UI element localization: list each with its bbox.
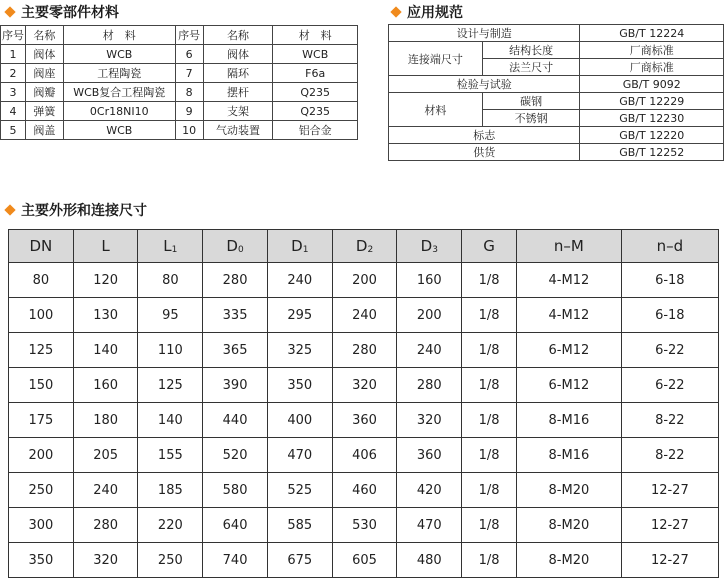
dims-section-title: 主要外形和连接尺寸 <box>21 203 147 219</box>
dims-cell: 6-M12 <box>517 368 622 403</box>
dims-header-main: DN <box>29 237 53 255</box>
parts-cell: 5 <box>1 121 26 140</box>
parts-cell: 隔环 <box>203 64 273 83</box>
parts-header-cell: 名称 <box>25 26 63 45</box>
dims-header-cell <box>9 230 74 263</box>
dims-cell: 360 <box>332 403 397 438</box>
dims-cell: 6-22 <box>621 368 718 403</box>
dims-cell: 1/8 <box>462 473 517 508</box>
dims-cell: 325 <box>267 333 332 368</box>
dims-cell: 1/8 <box>462 263 517 298</box>
parts-cell: 0Cr18NI10 <box>63 102 175 121</box>
dims-cell: 1/8 <box>462 333 517 368</box>
dims-header-main: D <box>291 237 303 255</box>
parts-row <box>1 102 358 121</box>
dims-cell: 530 <box>332 508 397 543</box>
parts-cell: 8 <box>175 83 203 102</box>
dims-cell: 280 <box>397 368 462 403</box>
dims-cell: 1/8 <box>462 438 517 473</box>
dims-cell: 180 <box>73 403 138 438</box>
application-spec-table <box>388 24 724 161</box>
dims-cell: 1/8 <box>462 403 517 438</box>
parts-cell: 摆杆 <box>203 83 273 102</box>
dims-header-cell <box>462 230 517 263</box>
parts-header-cell: 材 料 <box>63 26 175 45</box>
parts-cell: 2 <box>1 64 26 83</box>
dims-header-subscript: 1 <box>302 245 309 255</box>
dims-header-cell <box>267 230 332 263</box>
spec-row-test <box>389 76 724 93</box>
dims-header-subscript: 3 <box>432 245 438 255</box>
dims-header-main: D <box>226 237 238 255</box>
dims-cell: 320 <box>332 368 397 403</box>
spec-row-mark <box>389 127 724 144</box>
parts-section-title: 主要零部件材料 <box>21 5 119 21</box>
dims-cell: 460 <box>332 473 397 508</box>
parts-cell: WCB <box>63 45 175 64</box>
parts-cell: 9 <box>175 102 203 121</box>
diamond-bullet-icon <box>390 6 401 17</box>
spec-sublabel: 不锈钢 <box>482 110 580 127</box>
dims-cell: 220 <box>138 508 203 543</box>
dims-cell: 350 <box>9 543 74 578</box>
spec-row-supply <box>389 144 724 161</box>
dims-cell: 6-18 <box>621 298 718 333</box>
dims-header-main: D <box>355 237 368 255</box>
dims-cell: 130 <box>73 298 138 333</box>
dims-cell: 12-27 <box>621 508 718 543</box>
dims-row <box>9 263 719 298</box>
parts-header-cell: 序号 <box>1 26 26 45</box>
dims-cell: 420 <box>397 473 462 508</box>
diamond-bullet-icon <box>4 204 15 215</box>
dims-header-cell <box>397 230 462 263</box>
dims-header-cell <box>621 230 718 263</box>
dims-cell: 95 <box>138 298 203 333</box>
dims-cell: 280 <box>73 508 138 543</box>
dims-cell: 175 <box>9 403 74 438</box>
parts-cell: 1 <box>1 45 26 64</box>
parts-cell: 铝合金 <box>273 121 358 140</box>
dims-cell: 125 <box>9 333 74 368</box>
parts-cell: 支架 <box>203 102 273 121</box>
parts-cell: 阀瓣 <box>25 83 63 102</box>
dims-cell: 320 <box>397 403 462 438</box>
dims-row <box>9 368 719 403</box>
spec-value: 厂商标准 <box>580 42 724 59</box>
parts-cell: WCB复合工程陶瓷 <box>63 83 175 102</box>
dims-cell: 80 <box>9 263 74 298</box>
dimensions-table <box>8 229 719 578</box>
dims-row <box>9 438 719 473</box>
dims-cell: 280 <box>203 263 268 298</box>
dims-row <box>9 403 719 438</box>
dims-cell: 640 <box>203 508 268 543</box>
parts-cell: 阀座 <box>25 64 63 83</box>
dims-cell: 200 <box>9 438 74 473</box>
spec-value: GB/T 12229 <box>580 93 724 110</box>
spec-sublabel: 结构长度 <box>482 42 580 59</box>
spec-value: GB/T 12230 <box>580 110 724 127</box>
dims-row <box>9 298 719 333</box>
parts-cell: 4 <box>1 102 26 121</box>
dims-cell: 1/8 <box>462 368 517 403</box>
dims-cell: 6-18 <box>621 263 718 298</box>
dims-cell: 155 <box>138 438 203 473</box>
parts-cell: 气动装置 <box>203 121 273 140</box>
parts-row <box>1 45 358 64</box>
parts-materials-table <box>0 25 358 140</box>
diamond-bullet-icon <box>4 6 15 17</box>
parts-section-heading <box>4 2 119 22</box>
dims-row <box>9 543 719 578</box>
dims-section-heading <box>4 200 147 220</box>
dims-cell: 400 <box>267 403 332 438</box>
parts-row <box>1 121 358 140</box>
dims-cell: 240 <box>397 333 462 368</box>
dims-cell: 675 <box>267 543 332 578</box>
parts-cell: 3 <box>1 83 26 102</box>
spec-value: GB/T 12224 <box>580 25 724 42</box>
parts-cell: WCB <box>273 45 358 64</box>
dims-cell: 240 <box>332 298 397 333</box>
spec-label: 标志 <box>389 127 580 144</box>
dims-cell: 160 <box>73 368 138 403</box>
dims-header-cell <box>138 230 203 263</box>
dims-cell: 365 <box>203 333 268 368</box>
spec-label: 设计与制造 <box>389 25 580 42</box>
dims-cell: 100 <box>9 298 74 333</box>
dims-header-cell <box>203 230 268 263</box>
spec-label: 连接端尺寸 <box>389 42 483 76</box>
spec-row-conn-a <box>389 42 724 59</box>
dims-cell: 8-M20 <box>517 508 622 543</box>
spec-section-heading <box>390 2 463 22</box>
dims-cell: 160 <box>397 263 462 298</box>
dims-cell: 520 <box>203 438 268 473</box>
parts-cell: 10 <box>175 121 203 140</box>
dims-cell: 1/8 <box>462 543 517 578</box>
dims-header-main: L <box>101 237 110 255</box>
dims-cell: 140 <box>73 333 138 368</box>
dims-cell: 390 <box>203 368 268 403</box>
dims-header-cell <box>73 230 138 263</box>
dims-cell: 406 <box>332 438 397 473</box>
dims-row <box>9 333 719 368</box>
dims-header-main: n–d <box>656 237 684 255</box>
dims-cell: 440 <box>203 403 268 438</box>
parts-row <box>1 64 358 83</box>
dims-cell: 480 <box>397 543 462 578</box>
dims-header-subscript: 1 <box>171 245 178 255</box>
dims-cell: 140 <box>138 403 203 438</box>
dims-row <box>9 508 719 543</box>
parts-cell: 6 <box>175 45 203 64</box>
dims-cell: 150 <box>9 368 74 403</box>
dims-cell: 6-22 <box>621 333 718 368</box>
dims-cell: 740 <box>203 543 268 578</box>
dims-cell: 295 <box>267 298 332 333</box>
spec-label: 材料 <box>389 93 483 127</box>
dims-cell: 470 <box>267 438 332 473</box>
spec-label: 检验与试验 <box>389 76 580 93</box>
spec-value: 厂商标准 <box>580 59 724 76</box>
dims-cell: 110 <box>138 333 203 368</box>
dims-cell: 200 <box>332 263 397 298</box>
parts-cell: 阀体 <box>25 45 63 64</box>
spec-label: 供货 <box>389 144 580 161</box>
dims-cell: 12-27 <box>621 543 718 578</box>
parts-cell: Q235 <box>273 102 358 121</box>
dims-header-main: L <box>163 237 172 255</box>
dims-cell: 6-M12 <box>517 333 622 368</box>
parts-cell: 阀体 <box>203 45 273 64</box>
dims-cell: 240 <box>267 263 332 298</box>
dims-cell: 125 <box>138 368 203 403</box>
dims-cell: 200 <box>397 298 462 333</box>
parts-cell: Q235 <box>273 83 358 102</box>
parts-header-row <box>1 26 358 45</box>
dims-header-main: n–M <box>553 237 584 255</box>
dims-header-cell <box>332 230 397 263</box>
dims-cell: 12-27 <box>621 473 718 508</box>
dims-cell: 185 <box>138 473 203 508</box>
parts-cell: 7 <box>175 64 203 83</box>
parts-row <box>1 83 358 102</box>
parts-cell: WCB <box>63 121 175 140</box>
dims-header-row <box>9 230 719 263</box>
dims-cell: 8-M20 <box>517 473 622 508</box>
dims-cell: 335 <box>203 298 268 333</box>
dims-cell: 1/8 <box>462 508 517 543</box>
parts-cell: F6a <box>273 64 358 83</box>
dims-cell: 80 <box>138 263 203 298</box>
dims-header-main: D <box>420 237 433 255</box>
dims-row <box>9 473 719 508</box>
parts-cell: 阀盖 <box>25 121 63 140</box>
dims-cell: 8-22 <box>621 438 718 473</box>
dims-cell: 120 <box>73 263 138 298</box>
parts-cell: 弹簧 <box>25 102 63 121</box>
dims-cell: 580 <box>203 473 268 508</box>
dims-cell: 8-M16 <box>517 438 622 473</box>
spec-value: GB/T 12252 <box>580 144 724 161</box>
dims-header-subscript: 0 <box>237 245 244 255</box>
spec-row-design <box>389 25 724 42</box>
dims-cell: 8-22 <box>621 403 718 438</box>
dims-cell: 4-M12 <box>517 263 622 298</box>
dims-cell: 360 <box>397 438 462 473</box>
dims-cell: 605 <box>332 543 397 578</box>
dims-cell: 350 <box>267 368 332 403</box>
spec-section-title: 应用规范 <box>407 5 463 21</box>
spec-value: GB/T 9092 <box>580 76 724 93</box>
dims-cell: 250 <box>9 473 74 508</box>
dims-cell: 8-M20 <box>517 543 622 578</box>
dims-cell: 470 <box>397 508 462 543</box>
dims-cell: 240 <box>73 473 138 508</box>
dims-header-main: G <box>483 237 495 255</box>
dims-header-cell <box>517 230 622 263</box>
dims-cell: 1/8 <box>462 298 517 333</box>
dims-cell: 280 <box>332 333 397 368</box>
dims-cell: 300 <box>9 508 74 543</box>
parts-cell: 工程陶瓷 <box>63 64 175 83</box>
dims-cell: 525 <box>267 473 332 508</box>
spec-sublabel: 法兰尺寸 <box>482 59 580 76</box>
dims-header-subscript: 2 <box>367 245 374 255</box>
dims-cell: 205 <box>73 438 138 473</box>
spec-sublabel: 碳钢 <box>482 93 580 110</box>
dims-cell: 4-M12 <box>517 298 622 333</box>
dims-cell: 8-M16 <box>517 403 622 438</box>
parts-header-cell: 材 料 <box>273 26 358 45</box>
spec-row-material-a <box>389 93 724 110</box>
parts-header-cell: 名称 <box>203 26 273 45</box>
spec-value: GB/T 12220 <box>580 127 724 144</box>
dims-cell: 320 <box>73 543 138 578</box>
parts-header-cell: 序号 <box>175 26 203 45</box>
dims-cell: 585 <box>267 508 332 543</box>
dims-cell: 250 <box>138 543 203 578</box>
